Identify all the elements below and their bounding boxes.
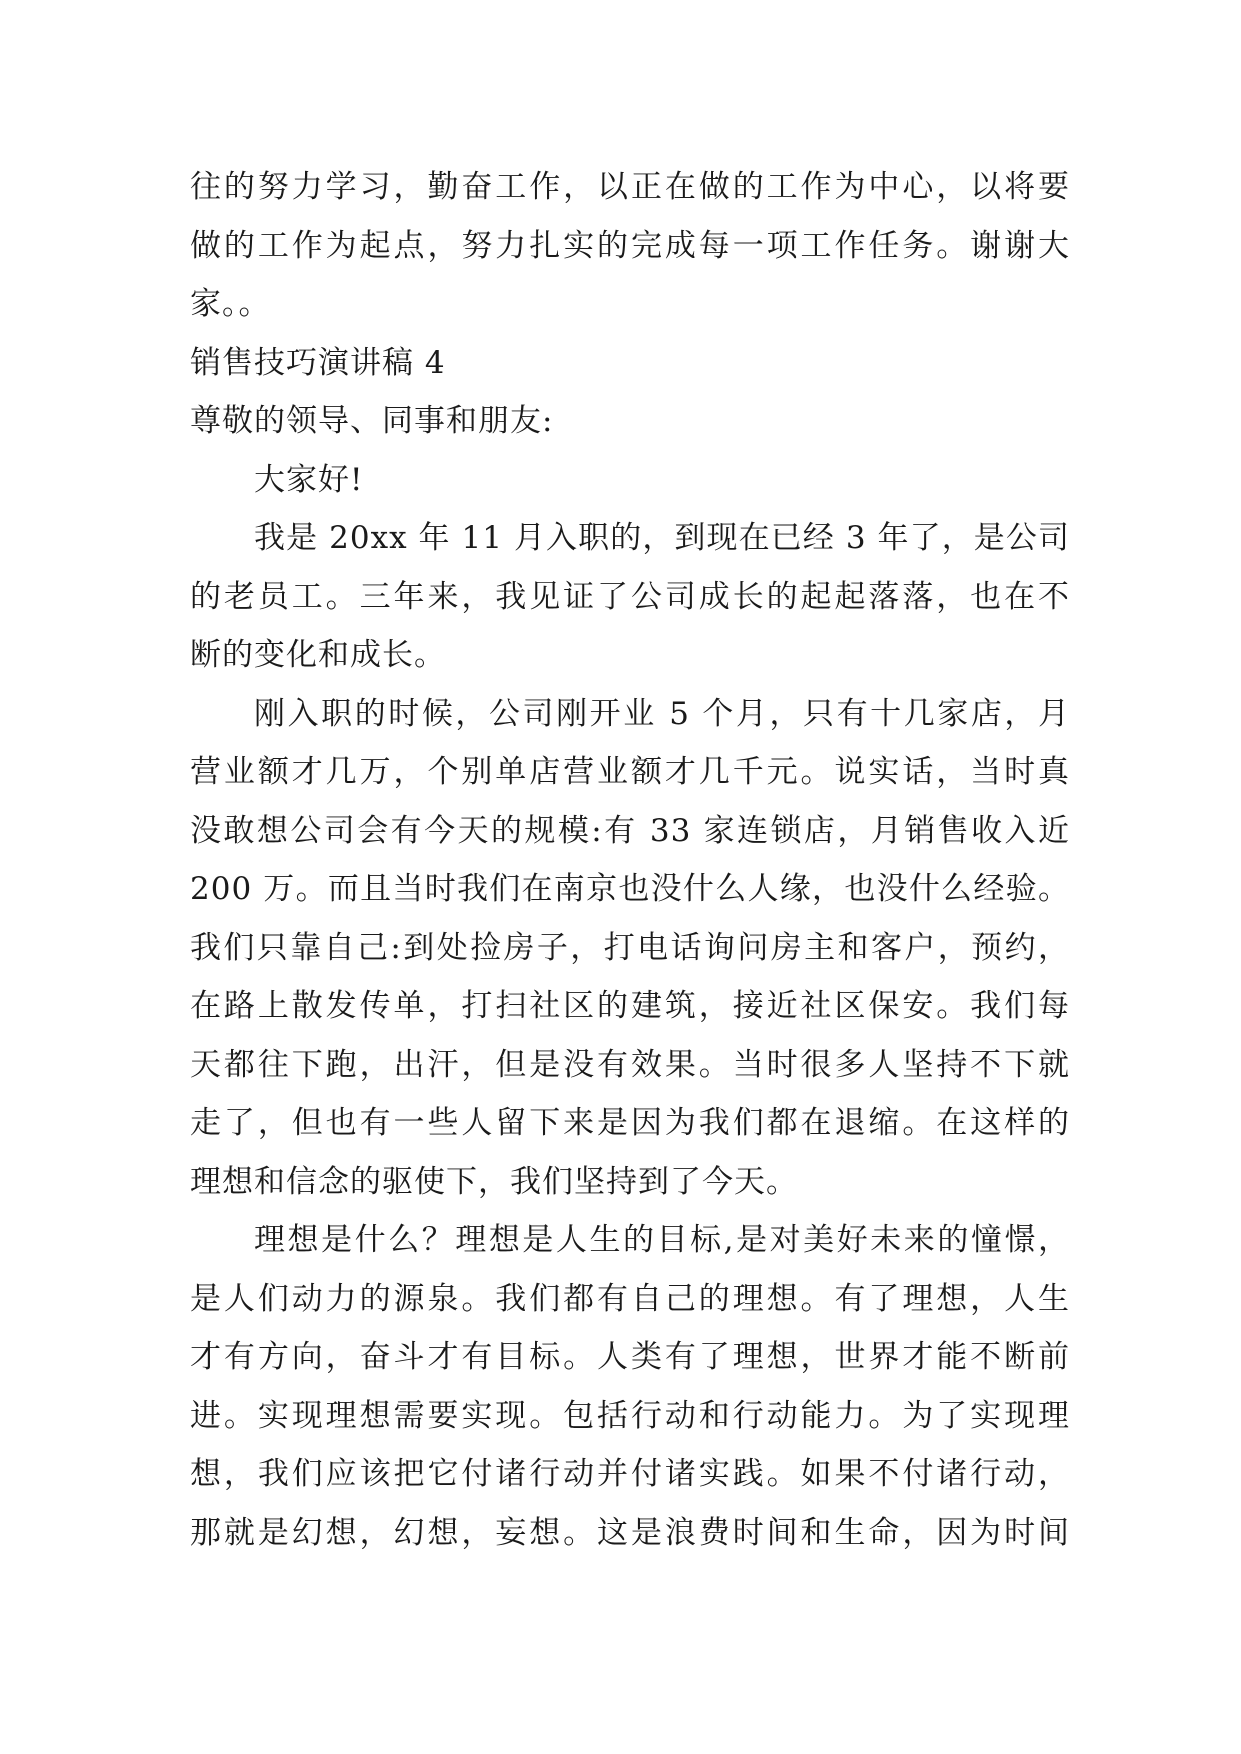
document-body — [190, 158, 1070, 1562]
text-line: 在路上散发传单，打扫社区的建筑，接近社区保安。我们每 — [190, 988, 1070, 1024]
text-line: 进。实现理想需要实现。包括行动和行动能力。为了实现理 — [190, 1397, 1070, 1434]
text-line: 营业额才几万，个别单店营业额才几千元。说实话，当时真 — [190, 754, 1070, 790]
text-line: 我们只靠自己:到处捡房子，打电话询问房主和客户，预约， — [190, 929, 1070, 966]
text-line: 理想和信念的驱使下，我们坚持到了今天。 — [190, 1163, 798, 1200]
text-line: 天都往下跑，出汗，但是没有效果。当时很多人坚持不下就 — [190, 1046, 1070, 1083]
text-line: 我是 20xx 年 11 月入职的，到现在已经 3 年了，是公司 — [254, 520, 1070, 556]
text-line: 做的工作为起点，努力扎实的完成每一项工作任务。谢谢大 — [190, 227, 1070, 264]
section-heading: 销售技巧演讲稿 4 — [190, 344, 446, 381]
text-line: 想，我们应该把它付诸行动并付诸实践。如果不付诸行动， — [190, 1456, 1070, 1492]
text-line: 没敢想公司会有今天的规模:有 33 家连锁店，月销售收入近 — [190, 812, 1070, 849]
text-line: 断的变化和成长。 — [190, 637, 446, 673]
text-line: 往的努力学习，勤奋工作，以正在做的工作为中心，以将要 — [190, 169, 1070, 205]
text-line: 那就是幻想，幻想，妄想。这是浪费时间和生命，因为时间 — [190, 1514, 1070, 1551]
text-line: 的老员工。三年来，我见证了公司成长的起起落落，也在不 — [190, 578, 1070, 615]
text-line: 是人们动力的源泉。我们都有自己的理想。有了理想，人生 — [190, 1280, 1070, 1317]
text-line: 才有方向，奋斗才有目标。人类有了理想，世界才能不断前 — [190, 1339, 1070, 1375]
text-line: 理想是什么？理想是人生的目标,是对美好未来的憧憬， — [254, 1222, 1070, 1258]
text-line: 刚入职的时候，公司刚开业 5 个月，只有十几家店，月 — [254, 695, 1070, 732]
text-line: 200 万。而且当时我们在南京也没什么人缘，也没什么经验。 — [190, 871, 1070, 907]
text-line: 走了，但也有一些人留下来是因为我们都在退缩。在这样的 — [190, 1105, 1070, 1141]
salutation: 尊敬的领导、同事和朋友: — [190, 403, 554, 439]
text-line: 家。。 — [190, 286, 271, 322]
greeting: 大家好! — [254, 461, 364, 498]
